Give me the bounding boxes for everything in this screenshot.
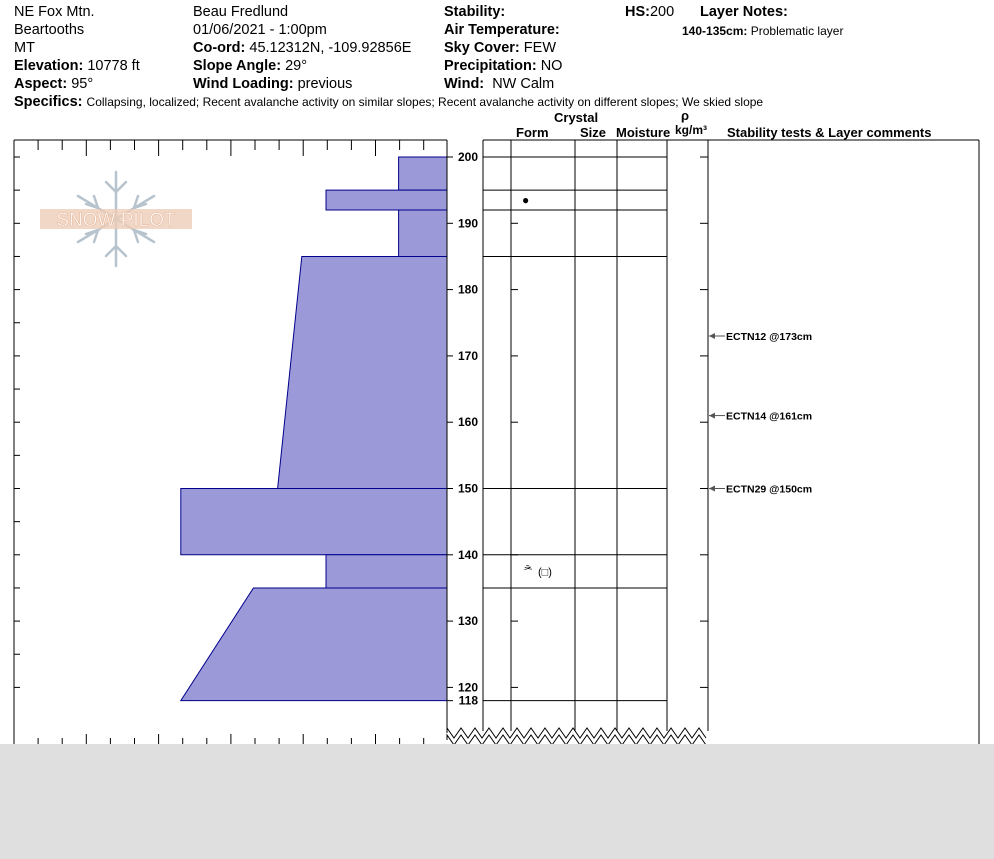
state: MT xyxy=(14,40,35,56)
layer-notes-label: Layer Notes: xyxy=(700,4,788,20)
specifics: Specifics: Collapsing, localized; Recent avalanche activity on similar slopes; Recent avalanche activity on different slopes; We skied slope xyxy=(14,94,764,110)
observer: Beau Fredlund xyxy=(193,4,289,20)
aspect: Aspect: 95° xyxy=(14,76,94,92)
precipitation: Precipitation: NO xyxy=(444,58,563,74)
stability-test-label: ECTN14 @161cm xyxy=(726,410,813,423)
depth-axis-label: 200 xyxy=(457,150,478,164)
sky-cover: Sky Cover: FEW xyxy=(444,40,557,56)
stability-test-label: ECTN12 @173cm xyxy=(726,331,813,344)
hardness-layer-5 xyxy=(326,555,447,588)
depth-axis-label: 120 xyxy=(457,680,478,695)
hardness-layer-6 xyxy=(181,588,447,701)
empty-background-area xyxy=(0,744,994,859)
hardness-layer-1 xyxy=(326,190,447,210)
moisture-header: Moisture xyxy=(616,125,671,140)
snowpilot-logo xyxy=(40,172,192,266)
depth-axis-label: 170 xyxy=(457,348,478,363)
density-rho-header: ρ xyxy=(681,108,690,123)
logo-text: SNOW PILOT xyxy=(56,210,176,231)
depth-axis-label: 118 xyxy=(458,693,478,708)
crystal-form-symbol: ● xyxy=(522,193,530,208)
elevation: Elevation: 10778 ft xyxy=(14,58,140,74)
depth-axis-label: 160 xyxy=(457,415,478,430)
depth-axis-label: 130 xyxy=(457,614,478,629)
crystal-header: Crystal xyxy=(554,110,599,125)
layer-note: 140-135cm: Problematic layer xyxy=(682,24,844,38)
hardness-layer-3 xyxy=(278,256,447,488)
hardness-layer-4 xyxy=(181,489,447,555)
stability: Stability: xyxy=(444,4,506,20)
wind: Wind: NW Calm xyxy=(444,76,555,92)
stability-test-label: ECTN29 @150cm xyxy=(726,483,813,496)
depth-axis-label: 150 xyxy=(457,481,478,496)
depth-axis-label: 190 xyxy=(457,216,478,231)
stability-test-arrowhead xyxy=(709,413,715,419)
snow-height: HS:200 xyxy=(625,4,675,20)
density-unit-header: kg/m³ xyxy=(675,123,708,137)
comments-header: Stability tests & Layer comments xyxy=(727,125,932,140)
coordinates: Co-ord: 45.12312N, -109.92856E xyxy=(193,40,412,56)
datetime: 01/06/2021 - 1:00pm xyxy=(193,22,327,38)
wind-loading: Wind Loading: previous xyxy=(193,76,353,92)
form-header: Form xyxy=(516,125,549,140)
location-name: NE Fox Mtn. xyxy=(14,4,95,20)
slope-angle: Slope Angle: 29° xyxy=(193,58,308,74)
mountain-range: Beartooths xyxy=(14,22,85,38)
hardness-layer-2 xyxy=(399,210,447,256)
crystal-form-symbol: ᄎ xyxy=(522,564,534,579)
crystal-secondary-form: (□) xyxy=(538,566,552,579)
stability-test-arrowhead xyxy=(709,486,715,492)
size-header: Size xyxy=(580,125,607,140)
hardness-layer-0 xyxy=(399,157,447,190)
air-temperature: Air Temperature: xyxy=(444,22,560,38)
depth-axis-label: 180 xyxy=(457,282,478,297)
stability-test-arrowhead xyxy=(709,333,715,339)
depth-axis-label: 140 xyxy=(457,547,478,562)
